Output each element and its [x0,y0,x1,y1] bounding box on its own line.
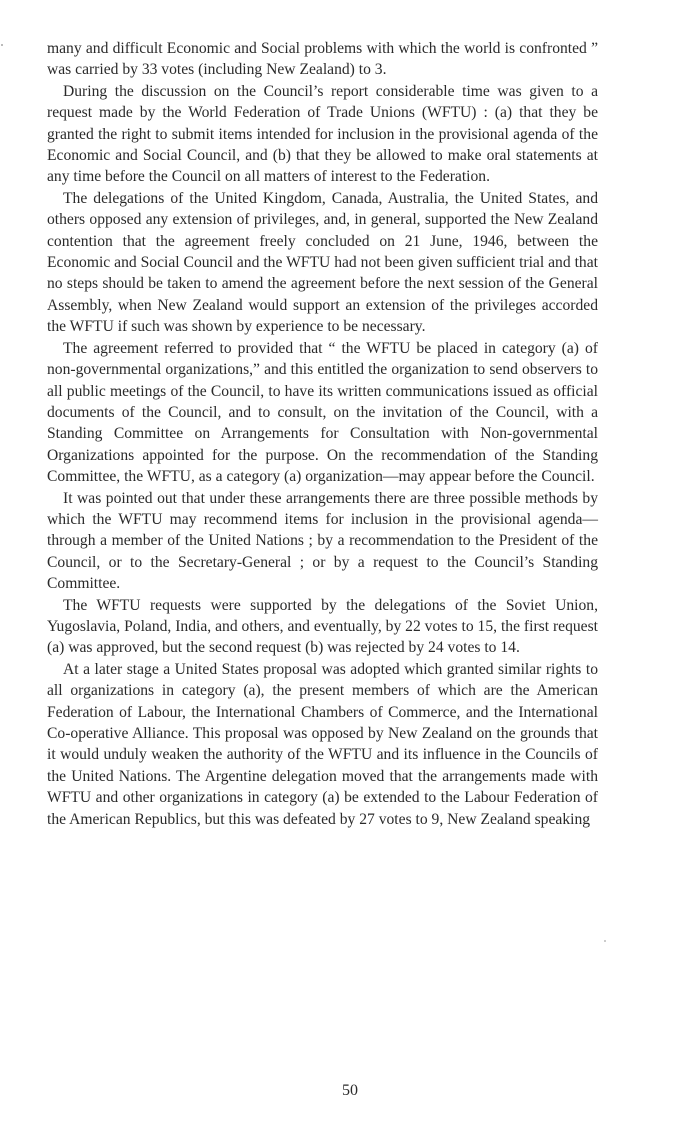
page-number: 50 [342,1082,358,1099]
document-page [47,38,598,830]
paragraph-agreement-terms: The agreement referred to provided that “ the WFTU be placed in category (a) of non-governmental organizations,” and this entitled the organization to send observers to all public meetings of the Council, to have its written communications issued as official documents of the Council, and to consult, on the invitation of the Council, with a Standing Committee on Arrangements for Consultation with Non-governmental Organizations appointed for the purpose. On the recommendation of the Standing Committee, the WFTU, as a category (a) organization—may appear before the Council. [47,339,598,486]
paragraph-wftu-request: During the discussion on the Council’s report considerable time was given to a request made by the World Federation of Trade Unions (WFTU) : (a) that they be granted the right to submit items intended for inclusion in the provisional agenda of the Economic and Social Council, and (b) that they be allowed to make oral statements at any time before the Council on all matters of interest to the Federation. [47,82,598,186]
paragraph-requests-supported: The WFTU requests were supported by the delegations of the Soviet Union, Yugoslavia, Poland, India, and others, and eventually, by 22 votes to 15, the first request (a) was approved, but the second request (b) was rejected by 24 votes to 14. [47,596,598,657]
paragraph-delegations-opposed: The delegations of the United Kingdom, Canada, Australia, the United States, and others opposed any extension of privileges, and, in general, supported the New Zealand contention that the agreement freely concluded on 21 June, 1946, between the Economic and Social Council and the WFTU had not been given sufficient trial and that no steps should be taken to amend the agreement before the next session of the General Assembly, when New Zealand would support an extension of the privileges accorded the WFTU if such was shown by experience to be necessary. [47,189,598,336]
paragraph-continuation: many and difficult Economic and Social problems with which the world is confronted ” was carried by 33 votes (including New Zealand) to 3. [47,40,598,79]
scan-speck [604,940,606,942]
scan-edge-mark [1,44,3,46]
paragraph-us-proposal: At a later stage a United States proposal was adopted which granted similar rights to all organizations in category (a), the present members of which are the American Federation of Labour, the International Chambers of Commerce, and the International Co-operative Alliance. This proposal was opposed by New Zealand on the grounds that it would unduly weaken the authority of the WFTU and its influence in the Councils of the United Nations. The Argentine delegation moved that the arrangements made with WFTU and other organizations in category (a) be extended to the Labour Federation of the American Republics, but this was defeated by 27 votes to 9, New Zealand speaking [47,660,598,828]
paragraph-recommend-methods: It was pointed out that under these arrangements there are three possible methods by which the WFTU may recommend items for inclusion in the provisional agenda—through a member of the United Nations ; by a recommendation to the President of the Council, or to the Secretary-General ; or by a request to the Council’s Standing Committee. [47,489,598,593]
